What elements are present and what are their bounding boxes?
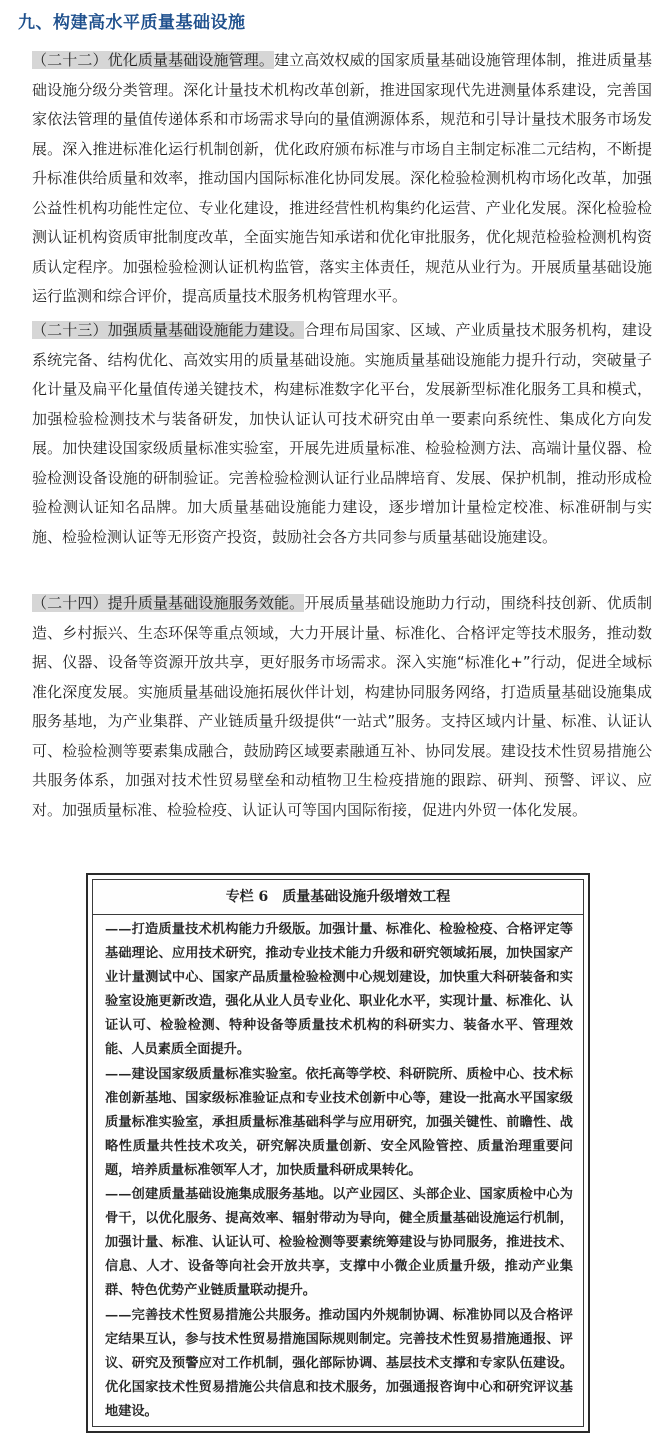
box-item: ——创建质量基础设施集成服务基地。以产业园区、头部企业、国家质检中心为骨干，以优化服务、提高效率、辐射带动为导向，健全质量基础设施运行机制，加强计量、标准、认证认可、检验检测等要素统筹建设与协同服务，推进技术、信息、人才、设备等向社会开放共享，支撑中小微企业质量升级，推动产业集群、特色优势产业链质量联动提升。 (105, 1187, 573, 1299)
paragraph-body: 建立高效权威的国家质量基础设施管理体制，推进质量基础设施分级分类管理。深化计量技术机构改革创新，推进国家现代先进测量体系建设，完善国家依法管理的量值传递体系和市场需求导向的量值溯源体系，规范和引导计量技术服务市场发展。深入推进标准化运行机制创新，优化政府颁布标准与市场自主制定标准二元结构，不断提升标准供给质量和效率，推动国内国际标准化协同发展。深化检验检测机构市场化改革，加强公益性机构功能性定位、专业化建设，推进经营性机构集约化运营、产业化发展。深化检验检测认证机构资质审批制度改革，全面实施告知承诺和优化审批服务，优化规范检验检测机构资质认定程序。加强检验检测认证机构监管，落实主体责任，规范从业行为。开展质量基础设施运行监测和综合评价，提高质量技术服务机构管理水平。 (32, 51, 652, 305)
box-title: 专栏 6 质量基础设施升级增效工程 (225, 889, 451, 905)
box-body (105, 918, 573, 1424)
paragraph-heading: （二十三）加强质量基础设施能力建设。 (32, 321, 305, 339)
box-item: ——打造质量技术机构能力升级版。加强计量、标准化、检验检疫、合格评定等基础理论、应用技术研究，推动专业技术能力升级和研究领域拓展，加快国家产业计量测试中心、国家产品质量检验检测中心规划建设，加快重大科研装备和实验室设施更新改造，强化从业人员专业化、职业化水平，实现计量、标准化、认证认可、检验检测、特种设备等质量技术机构的科研实力、装备水平、管理效能、人员素质全面提升。 (105, 922, 573, 1058)
box-item: ——完善技术性贸易措施公共服务。推动国内外规制协调、标准协同以及合格评定结果互认，参与技术性贸易措施国际规则制定。完善技术性贸易措施通报、评议、研究及预警应对工作机制，强化部际协调、基层技术支撑和专家队伍建设。优化国家技术性贸易措施公共信息和技术服务，加强通报咨询中心和研究评议基地建设。 (105, 1307, 573, 1419)
paragraph-body: 合理布局国家、区域、产业质量技术服务机构，建设系统完备、结构优化、高效实用的质量基础设施。实施质量基础设施能力提升行动，突破量子化计量及扁平化量值传递关键技术，构建标准数字化平台，发展新型标准化服务工具和模式，加强检验检测技术与装备研发，加快认证认可技术研究由单一要素向系统性、集成化方向发展。加快建设国家级质量标准实验室，开展先进质量标准、检验检测方法、高端计量仪器、检验检测设备设施的研制验证。完善检验检测认证行业品牌培育、发展、保护机制，推动形成检验检测认证知名品牌。加大质量基础设施能力建设，逐步增加计量检定校准、标准研制与实施、检验检测认证等无形资产投资，鼓励社会各方共同参与质量基础设施建设。 (32, 321, 652, 546)
paragraph-heading: （二十二）优化质量基础设施管理。 (32, 51, 274, 69)
box-inner-frame (92, 879, 584, 1427)
box-divider (93, 914, 583, 915)
special-column-box (86, 873, 590, 1433)
section-title: 九、构建高水平质量基础设施 (18, 13, 246, 33)
paragraph-23 (32, 316, 652, 552)
box-item: ——建设国家级质量标准实验室。依托高等学校、科研院所、质检中心、技术标准创新基地、国家级标准验证点和专业技术创新中心等，建设一批高水平国家级质量标准实验室，承担质量标准基础科学与应用研究，加强关键性、前瞻性、战略性质量共性技术攻关，研究解决质量创新、安全风险管控、质量治理重要问题，培养质量标准领军人才，加快质量科研成果转化。 (105, 1066, 573, 1178)
paragraph-body: 开展质量基础设施助力行动，围绕科技创新、优质制造、乡村振兴、生态环保等重点领域，大力开展计量、标准化、合格评定等技术服务，推动数据、仪器、设备等资源开放共享，更好服务市场需求。深入实施“标准化+”行动，促进全域标准化深度发展。实施质量基础设施拓展伙伴计划，构建协同服务网络，打造质量基础设施集成服务基地，为产业集群、产业链质量升级提供“一站式”服务。支持区域内计量、标准、认证认可、检验检测等要素集成融合，鼓励跨区域要素融通互补、协同发展。建设技术性贸易措施公共服务体系，加强对技术性贸易壁垒和动植物卫生检疫措施的跟踪、研判、预警、评议、应对。加强质量标准、检验检疫、认证认可等国内国际衔接，促进内外贸一体化发展。 (32, 594, 652, 819)
paragraph-22 (32, 46, 652, 312)
paragraph-heading: （二十四）提升质量基础设施服务效能。 (32, 594, 305, 612)
paragraph-24 (32, 589, 652, 825)
